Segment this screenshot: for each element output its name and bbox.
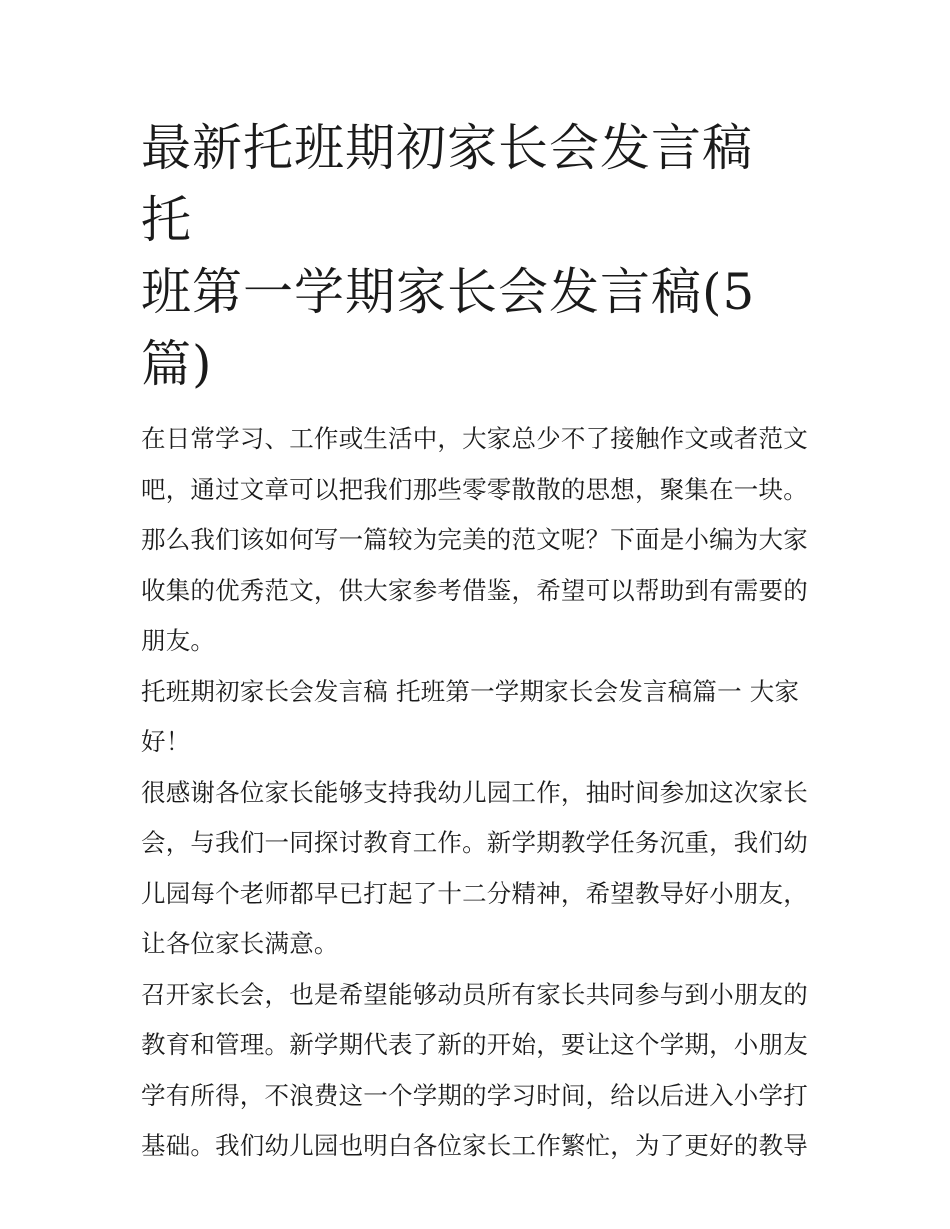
document-title (141, 112, 813, 400)
title-line: 班第一学期家长会发言稿(5 (141, 263, 756, 321)
document-body (141, 414, 813, 1172)
paragraph-line: 让各位家长满意。 (141, 929, 339, 958)
paragraph-line: 那么我们该如何写一篇较为完美的范文呢？下面是小编为大家 (141, 525, 808, 554)
paragraph-line: 很感谢各位家长能够支持我幼儿园工作，抽时间参加这次家长 (141, 777, 808, 807)
section-heading-paragraph (141, 667, 813, 768)
paragraph-line: 好！ (141, 727, 191, 756)
document-content (141, 112, 813, 1172)
body-paragraph (141, 768, 813, 970)
paragraph-line: 教育和管理。新学期代表了新的开始，要让这个学期，小朋友 (141, 1030, 808, 1059)
paragraph-line: 学有所得，不浪费这一个学期的学习时间，给以后进入小学打 (141, 1080, 808, 1110)
paragraph-line: 托班期初家长会发言稿 托班第一学期家长会发言稿篇一 大家 (141, 676, 800, 706)
paragraph-line: 会，与我们一同探讨教育工作。新学期教学任务沉重，我们幼 (141, 828, 808, 857)
body-paragraph (141, 970, 813, 1172)
intro-paragraph (141, 414, 813, 667)
title-line: 篇) (141, 335, 213, 393)
paragraph-line: 基础。我们幼儿园也明白各位家长工作繁忙，为了更好的教导 (141, 1131, 808, 1160)
paragraph-line: 儿园每个老师都早已打起了十二分精神，希望教导好小朋友， (141, 878, 808, 908)
paragraph-line: 召开家长会，也是希望能够动员所有家长共同参与到小朋友的 (141, 979, 808, 1009)
paragraph-line: 在日常学习、工作或生活中，大家总少不了接触作文或者范文 (141, 424, 808, 453)
paragraph-line: 吧，通过文章可以把我们那些零零散散的思想，聚集在一块。 (141, 474, 808, 504)
paragraph-line: 朋友。 (141, 626, 216, 655)
title-line: 最新托班期初家长会发言稿 托 (141, 119, 753, 249)
paragraph-line: 收集的优秀范文，供大家参考借鉴，希望可以帮助到有需要的 (141, 575, 808, 605)
